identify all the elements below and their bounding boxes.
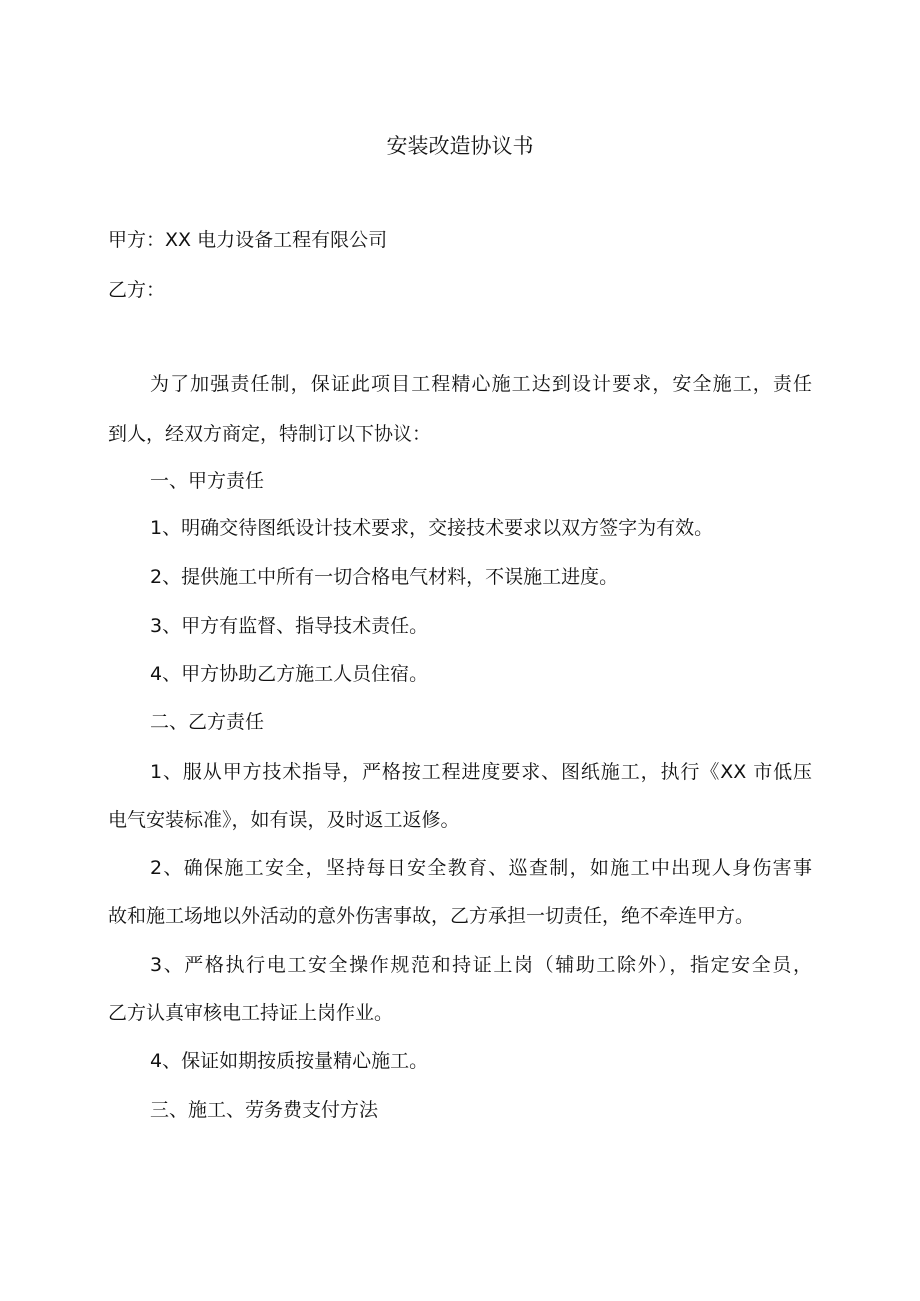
section-2-item-1-line-1: 1、服从甲方技术指导，严格按工程进度要求、图纸施工，执行《XX 市低压 [150,761,812,783]
party-a: 甲方：XX 电力设备工程有限公司 [108,229,388,251]
section-2-item-3-line-2: 乙方认真审核电工持证上岗作业。 [108,1002,394,1024]
section-2-heading: 二、乙方责任 [150,711,265,733]
intro-line-2: 到人，经双方商定，特制订以下协议： [108,423,432,445]
section-3-heading: 三、施工、劳务费支付方法 [150,1099,379,1121]
section-2-item-1-line-2: 电气安装标准》，如有误，及时返工返修。 [108,809,460,831]
section-1-item-4: 4、甲方协助乙方施工人员住宿。 [150,663,429,685]
intro-line-1: 为了加强责任制，保证此项目工程精心施工达到设计要求，安全施工，责任 [150,373,812,395]
section-1-item-1: 1、明确交待图纸设计技术要求，交接技术要求以双方签字为有效。 [150,517,714,539]
section-1-heading: 一、甲方责任 [150,470,265,492]
section-2-item-2-line-2: 故和施工场地以外活动的意外伤害事故，乙方承担一切责任，绝不牵连甲方。 [108,905,755,927]
section-1-item-3: 3、甲方有监督、指导技术责任。 [150,615,429,637]
document-title: 安装改造协议书 [386,134,534,158]
party-b: 乙方： [108,279,166,301]
section-1-item-2: 2、提供施工中所有一切合格电气材料，不误施工进度。 [150,566,619,588]
section-2-item-4: 4、保证如期按质按量精心施工。 [150,1050,429,1072]
section-2-item-3-line-1: 3、严格执行电工安全操作规范和持证上岗（辅助工除外），指定安全员， [150,954,812,976]
section-2-item-2-line-1: 2、确保施工安全，坚持每日安全教育、巡查制，如施工中出现人身伤害事 [150,857,812,879]
